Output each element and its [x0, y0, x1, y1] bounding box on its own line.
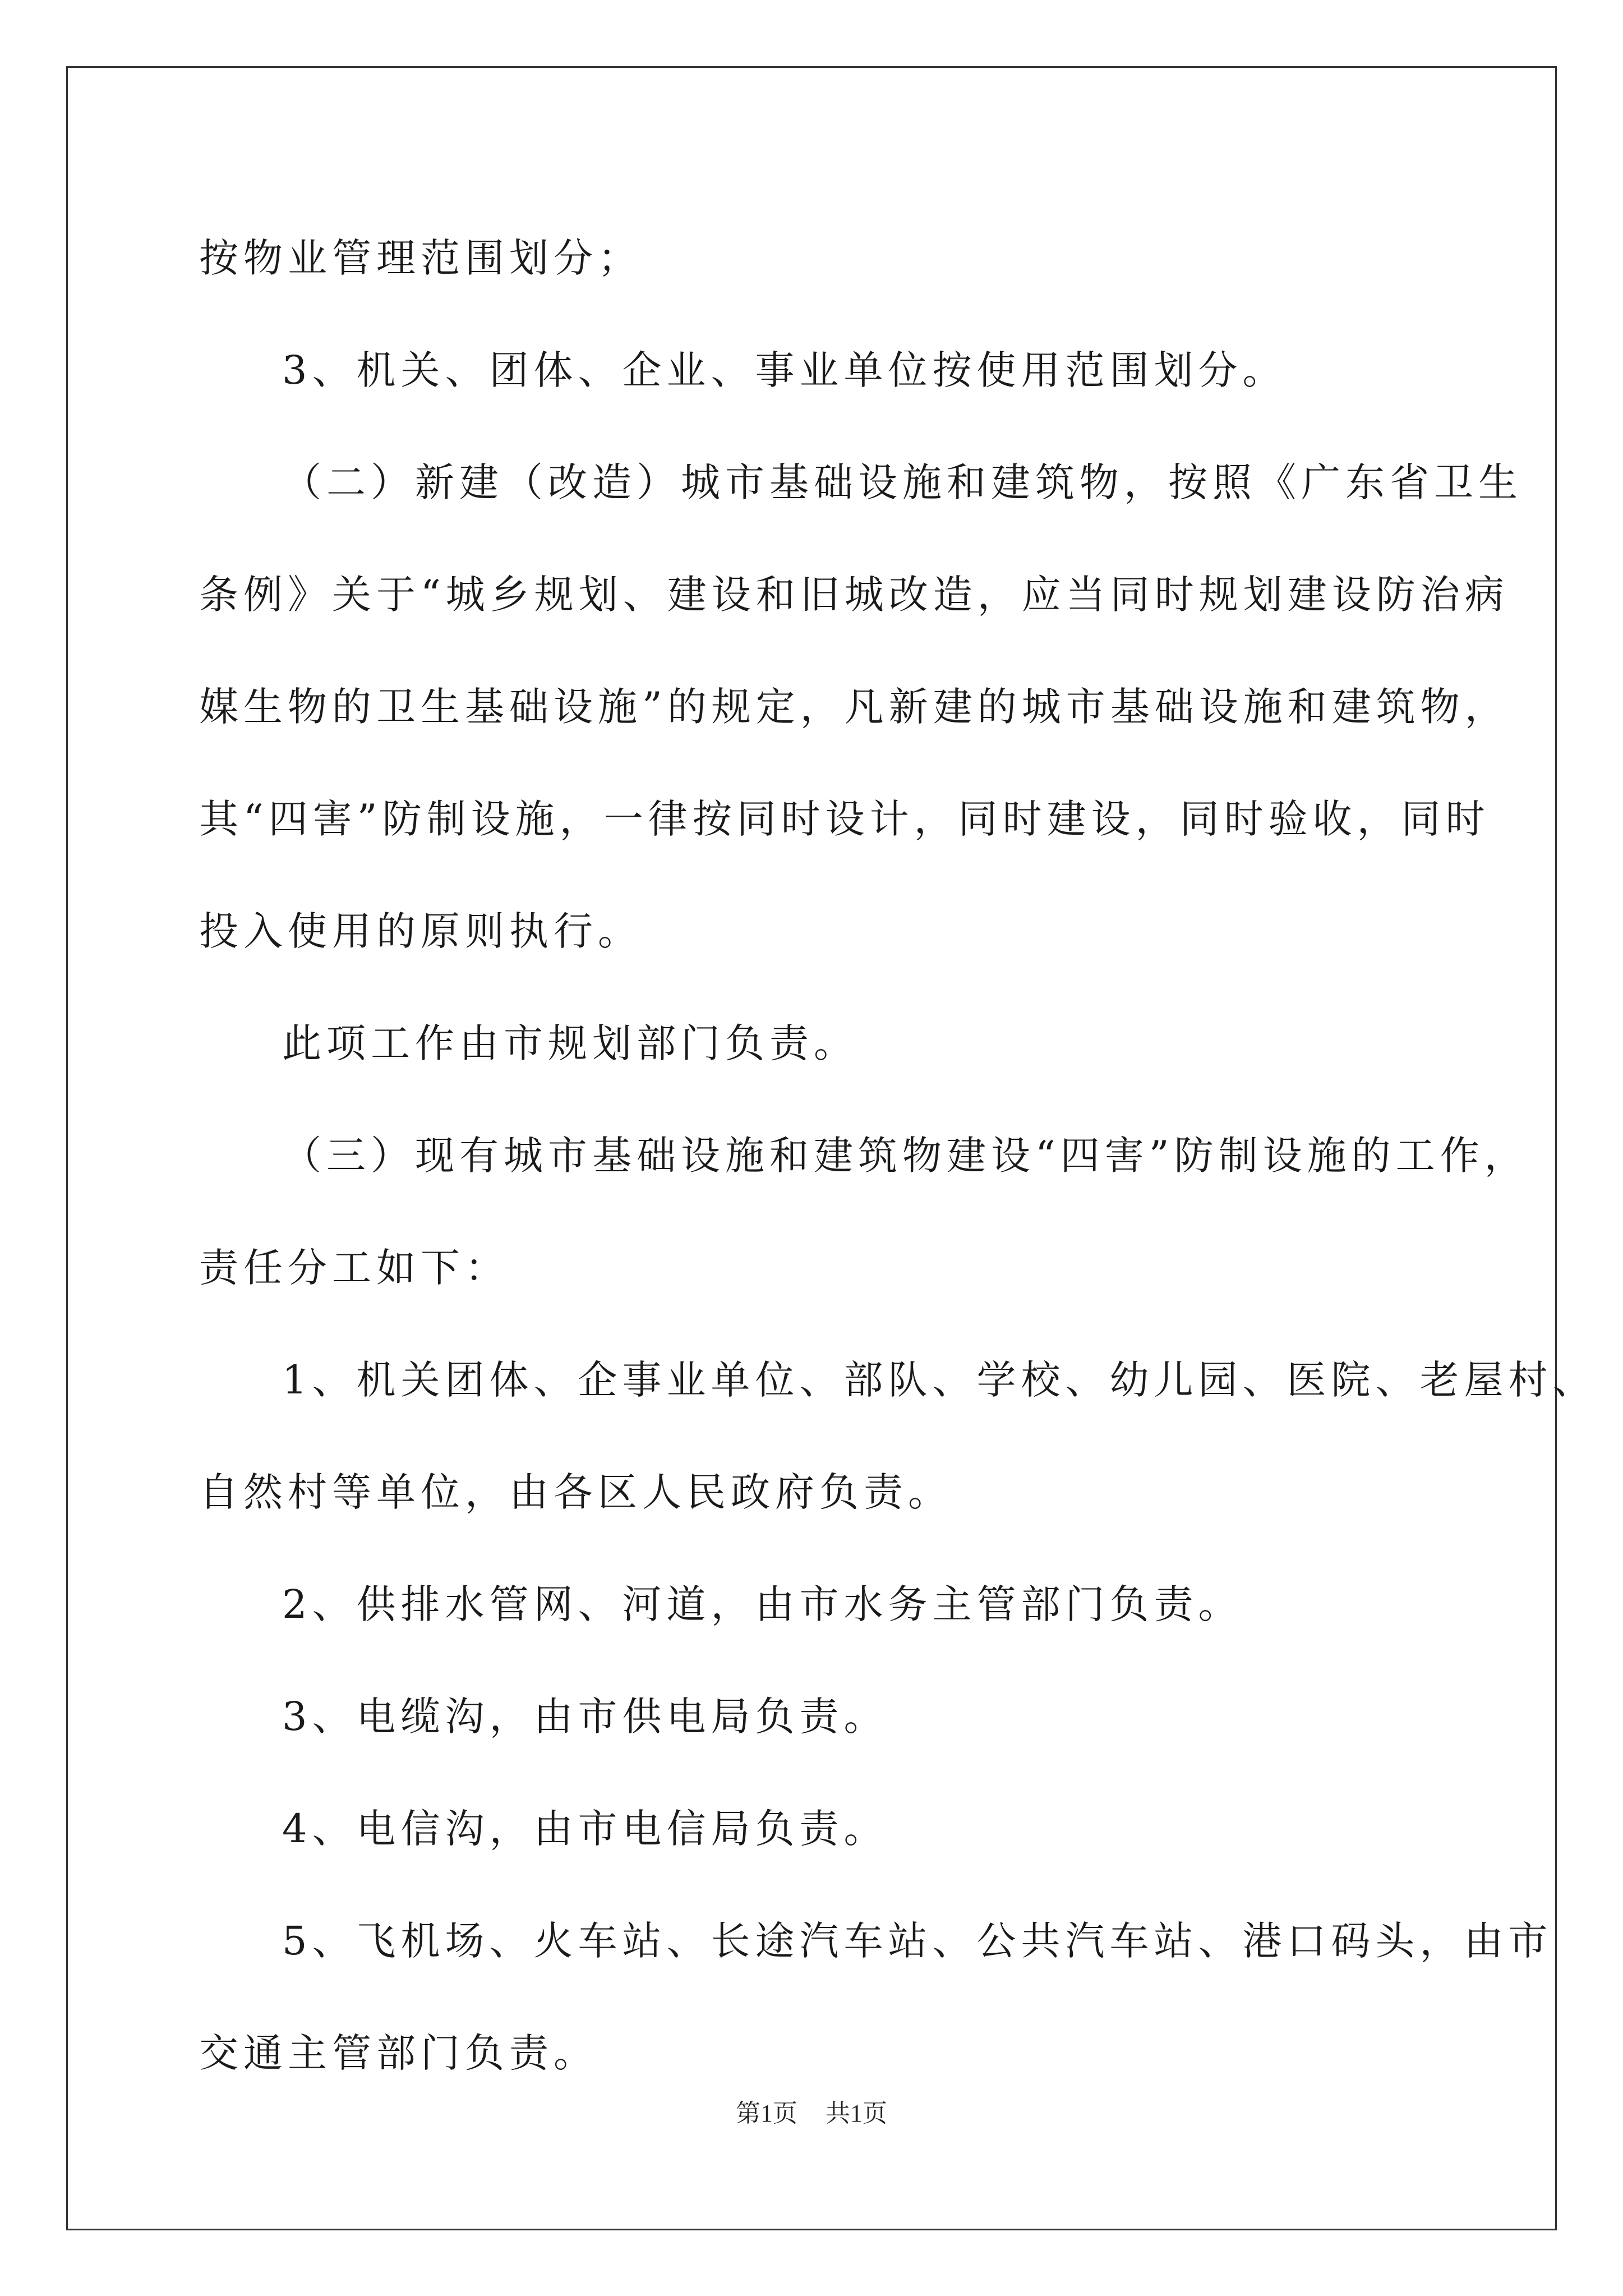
text-line-3: （二）新建（改造）城市基础设施和建筑物，按照《广东省卫生 [282, 459, 1523, 505]
text-line-15: 4、电信沟，由市电信局负责。 [282, 1806, 888, 1852]
page-total: 共1页 [826, 2100, 887, 2127]
text-line-12: 自然村等单位，由各区人民政府负责。 [199, 1469, 952, 1515]
text-line-14: 3、电缆沟，由市供电局负责。 [282, 1694, 888, 1740]
text-line-10: 责任分工如下： [199, 1245, 509, 1291]
page-footer [0, 2097, 1623, 2131]
text-line-11: 1、机关团体、企事业单位、部队、学校、幼儿园、医院、老屋村、 [282, 1357, 1597, 1403]
text-line-2: 3、机关、团体、企业、事业单位按使用范围划分。 [282, 347, 1287, 393]
text-line-7: 投入使用的原则执行。 [199, 908, 642, 954]
text-line-17: 交通主管部门负责。 [199, 2030, 598, 2076]
text-line-9: （三）现有城市基础设施和建筑物建设“四害”防制设施的工作， [282, 1133, 1529, 1179]
text-line-16: 5、飞机场、火车站、长途汽车站、公共汽车站、港口码头，由市 [282, 1918, 1553, 1964]
text-line-13: 2、供排水管网、河道，由市水务主管部门负责。 [282, 1581, 1243, 1627]
page-number: 第1页 [736, 2100, 797, 2127]
text-line-4: 条例》关于“城乡规划、建设和旧城改造，应当同时规划建设防治病 [199, 572, 1509, 618]
document-body [199, 202, 1597, 2109]
text-line-6: 其“四害”防制设施，一律按同时设计，同时建设，同时验收，同时 [199, 796, 1490, 842]
text-line-5: 媒生物的卫生基础设施”的规定，凡新建的城市基础设施和建筑物， [199, 684, 1509, 730]
text-line-1: 按物业管理范围划分； [199, 235, 642, 281]
text-line-8: 此项工作由市规划部门负责。 [282, 1020, 858, 1066]
